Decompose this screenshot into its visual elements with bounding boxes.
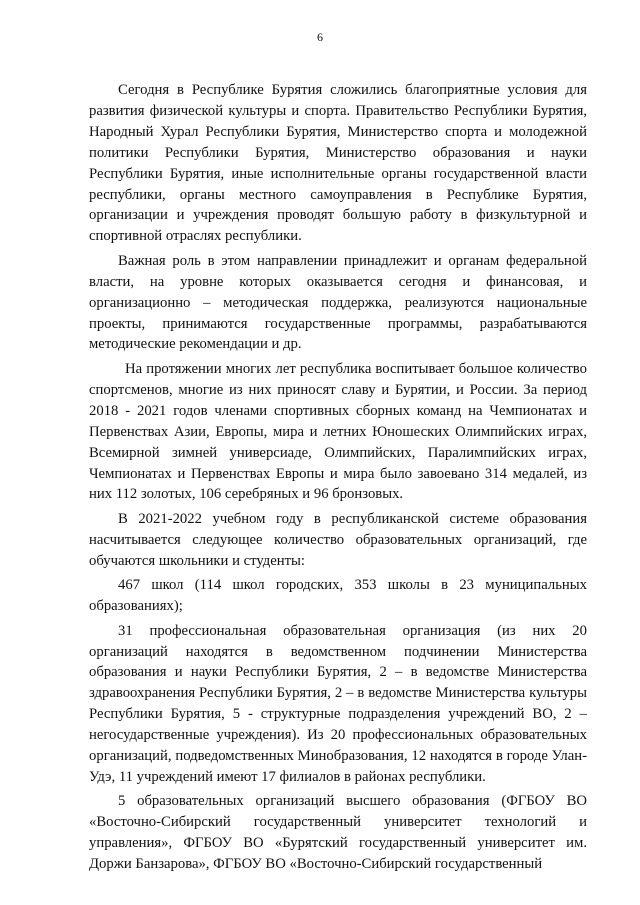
paragraph-sports-conditions: Сегодня в Республике Бурятия сложились благоприятные условия для развития физической культуры и спорта. Правительство Республики Бурятия, Народный Хурал Республики Бурятия, Министерство спорта и молодежной политики Республики Бурятия, Министерство образования и науки Республики Бурятия, иные исполнительные органы государственной власти республики, органы местного самоуправления в Республике Бурятия, организации и учреждения проводят большую работу в физкультурной и спортивной отраслях республики. xyxy=(89,82,587,245)
paragraph-vocational-organizations: 31 профессиональная образовательная организация (из них 20 организаций находятся в ведомственном подчинении Министерства образования и науки Республики Бурятия, 2 – в ведомстве Министерства здравоохранения Республики Бурятия, 2 – в ведомстве Министерства культуры Республики Бурятия, 5 - структурные подразделения учреждений ВО, 2 – негосударственные учреждения). Из 20 профессиональных образовательных организаций, подведомственных Минобразования, 12 находятся в городе Улан-Удэ, 11 учреждений имеют 17 филиалов в районах республики. xyxy=(89,622,587,785)
paragraph-schools: 467 школ (114 школ городских, 353 школы в 23 муниципальных образованиях); xyxy=(89,577,587,615)
body-text xyxy=(89,80,587,879)
paragraph-higher-education: 5 образовательных организаций высшего образования (ФГБОУ ВО «Восточно-Сибирский государственный университет технологий и управления», ФГБОУ ВО «Бурятский государственный университет им. Доржи Банзарова», ФГБОУ ВО «Восточно-Сибирский государственный xyxy=(89,793,587,873)
paragraph-federal-support: Важная роль в этом направлении принадлежит и органам федеральной власти, на уровне которых оказывается сегодня и финансовая, и организационно – методическая поддержка, реализуются национальные проекты, принимаются государственные программы, разрабатываются методические рекомендации и др. xyxy=(89,252,587,353)
page-number: 6 xyxy=(317,30,323,44)
paragraph-medals: На протяжении многих лет республика воспитывает большое количество спортсменов, многие из них приносят славу и Бурятии, и России. За период 2018 - 2021 годов членами спортивных сборных команд на Чемпионатах и Первенствах Азии, Европы, мира и летних Юношеских Олимпийских играх, Всемирной зимней универсиаде, Олимпийских, Паралимпийских играх, Чемпионатах и Первенствах Европы и мира было завоевано 314 медалей, из них 112 золотых, 106 серебряных и 96 бронзовых. xyxy=(89,360,587,503)
paragraph-education-system: В 2021-2022 учебном году в республиканской системе образования насчитывается следующее количество образовательных организаций, где обучаются школьники и студенты: xyxy=(89,510,587,569)
